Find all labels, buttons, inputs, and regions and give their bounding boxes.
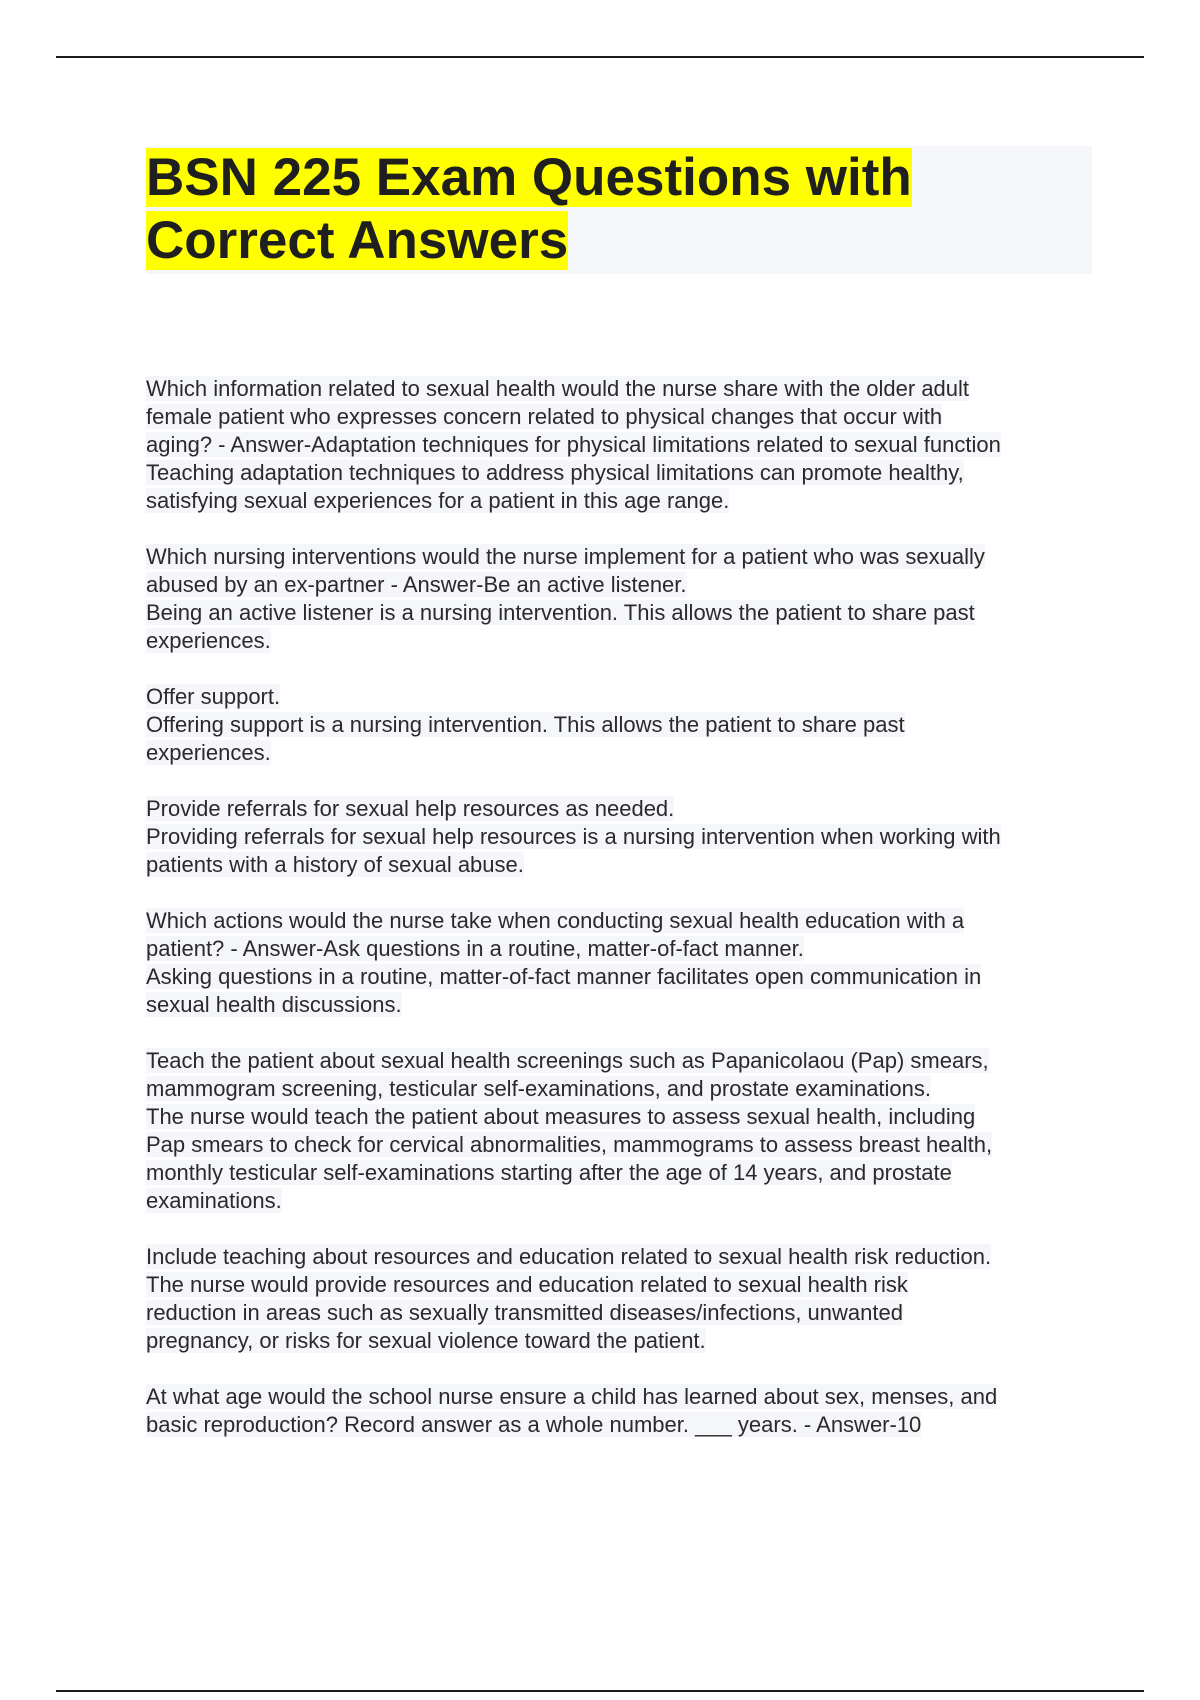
text-line-content: monthly testicular self-examinations starting after the age of 14 years, and prostate — [146, 1160, 952, 1185]
text-line-content: aging? - Answer-Adaptation techniques for physical limitations related to sexual function — [146, 432, 1001, 457]
text-line-content: Which information related to sexual health would the nurse share with the older adult — [146, 376, 970, 401]
text-line-content: abused by an ex-partner - Answer-Be an active listener. — [146, 572, 687, 597]
qa-paragraph — [146, 1243, 1092, 1355]
text-line-content: mammogram screening, testicular self-examinations, and prostate examinations. — [146, 1076, 932, 1101]
qa-paragraph — [146, 1383, 1092, 1439]
text-line — [146, 711, 1092, 739]
qa-paragraph — [146, 795, 1092, 879]
text-line-content: Offer support. — [146, 684, 281, 709]
top-rule — [56, 56, 1144, 58]
text-line — [146, 823, 1092, 851]
text-line-content: female patient who expresses concern related to physical changes that occur with — [146, 404, 943, 429]
text-line — [146, 963, 1092, 991]
text-line — [146, 1159, 1092, 1187]
text-line — [146, 599, 1092, 627]
text-line — [146, 571, 1092, 599]
text-line — [146, 1047, 1092, 1075]
text-line — [146, 907, 1092, 935]
text-line — [146, 1327, 1092, 1355]
text-line-content: Pap smears to check for cervical abnormalities, mammograms to assess breast health, — [146, 1132, 993, 1157]
text-line — [146, 1243, 1092, 1271]
text-line-content: Which actions would the nurse take when conducting sexual health education with a — [146, 908, 965, 933]
text-line — [146, 543, 1092, 571]
text-line-content: experiences. — [146, 628, 271, 653]
text-line-content: Provide referrals for sexual help resources as needed. — [146, 796, 675, 821]
text-line — [146, 851, 1092, 879]
text-line — [146, 1383, 1092, 1411]
text-line — [146, 1271, 1092, 1299]
qa-paragraph — [146, 1047, 1092, 1215]
text-line-content: experiences. — [146, 740, 271, 765]
title-block — [146, 146, 1092, 274]
text-line-content: Teach the patient about sexual health screenings such as Papanicolaou (Pap) smears, — [146, 1048, 989, 1073]
text-line — [146, 431, 1092, 459]
text-line — [146, 683, 1092, 711]
text-line — [146, 795, 1092, 823]
text-line — [146, 403, 1092, 431]
text-line-content: pregnancy, or risks for sexual violence toward the patient. — [146, 1328, 706, 1353]
text-line-content: The nurse would teach the patient about measures to assess sexual health, including — [146, 1104, 976, 1129]
text-line-content: Asking questions in a routine, matter-of-fact manner facilitates open communication in — [146, 964, 982, 989]
text-line-content: sexual health discussions. — [146, 992, 402, 1017]
title-line-2: Correct Answers — [146, 211, 569, 270]
text-line-content: examinations. — [146, 1188, 282, 1213]
qa-paragraph — [146, 683, 1092, 767]
text-line — [146, 991, 1092, 1019]
document-title — [146, 146, 1092, 272]
text-line-content: Providing referrals for sexual help resources is a nursing intervention when working with — [146, 824, 1001, 849]
qa-paragraph — [146, 375, 1092, 515]
text-line — [146, 1131, 1092, 1159]
text-line — [146, 1187, 1092, 1215]
text-line-content: Include teaching about resources and education related to sexual health risk reduction. — [146, 1244, 992, 1269]
text-line — [146, 1299, 1092, 1327]
text-line-content: Being an active listener is a nursing intervention. This allows the patient to share past — [146, 600, 975, 625]
text-line-content: Teaching adaptation techniques to address physical limitations can promote healthy, — [146, 460, 964, 485]
text-line-content: reduction in areas such as sexually transmitted diseases/infections, unwanted — [146, 1300, 903, 1325]
text-line-content: The nurse would provide resources and education related to sexual health risk — [146, 1272, 908, 1297]
text-line — [146, 1411, 1092, 1439]
text-line-content: patients with a history of sexual abuse. — [146, 852, 524, 877]
bottom-rule — [56, 1690, 1144, 1692]
text-line — [146, 1075, 1092, 1103]
text-line — [146, 459, 1092, 487]
text-line-content: Offering support is a nursing intervention. This allows the patient to share past — [146, 712, 905, 737]
document-body — [146, 375, 1092, 1467]
qa-paragraph — [146, 543, 1092, 655]
text-line-content: At what age would the school nurse ensure a child has learned about sex, menses, and — [146, 1384, 998, 1409]
text-line — [146, 1103, 1092, 1131]
text-line-content: Which nursing interventions would the nurse implement for a patient who was sexually — [146, 544, 985, 569]
text-line-content: basic reproduction? Record answer as a whole number. ___ years. - Answer-10 — [146, 1412, 922, 1437]
text-line — [146, 739, 1092, 767]
qa-paragraph — [146, 907, 1092, 1019]
text-line — [146, 375, 1092, 403]
text-line-content: patient? - Answer-Ask questions in a routine, matter-of-fact manner. — [146, 936, 804, 961]
title-line-1: BSN 225 Exam Questions with — [146, 148, 912, 207]
text-line — [146, 487, 1092, 515]
text-line-content: satisfying sexual experiences for a patient in this age range. — [146, 488, 730, 513]
text-line — [146, 627, 1092, 655]
text-line — [146, 935, 1092, 963]
